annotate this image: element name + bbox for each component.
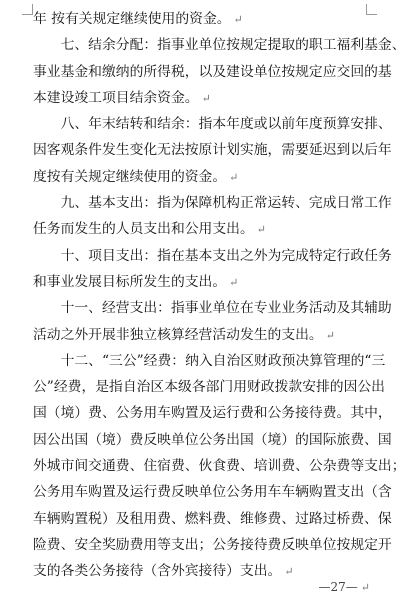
line-text: 事业基金和缴纳的所得税，以及建设单位按规定应交回的基: [33, 63, 392, 80]
paragraph-mark-icon: ↵: [201, 91, 211, 105]
text-line: [33, 32, 406, 58]
line-text: 因客观条件发生变化无法按原计划实施，需要延迟到以后年: [33, 142, 392, 159]
line-text: 十、项目支出：指在基本支出之外为完成特定行政任务: [33, 247, 392, 264]
text-line: [33, 295, 392, 321]
body-text: [33, 6, 406, 585]
line-text: 活动之外开展非独立核算经营活动发生的支出。: [33, 326, 323, 343]
text-line: [33, 85, 368, 111]
paragraph-mark-icon: ↵: [229, 275, 239, 289]
margin-corner-mark: [22, 4, 33, 15]
text-line: [33, 348, 386, 374]
paragraph-mark-icon: ↵: [229, 170, 239, 184]
text-line: [33, 243, 392, 269]
line-text: 任务而发生的人员支出和公用支出。: [33, 221, 254, 238]
line-text: 车辆购置税）及租用费、燃料费、维修费、过路过桥费、保: [33, 510, 392, 527]
line-text: 外城市间交通费、住宿费、伙食费、培训费、公杂费等支出；: [33, 458, 406, 475]
line-text: 九、基本支出：指为保障机构正常运转、完成日常工作: [33, 195, 392, 212]
text-line: [33, 190, 392, 216]
paragraph-mark-icon: ↵: [284, 565, 294, 579]
paragraph-mark-icon: ↵: [360, 581, 370, 594]
line-text: 和事业发展目标所发生的支出。: [33, 273, 227, 290]
text-line: [33, 216, 368, 242]
text-line: [33, 137, 392, 163]
text-line: [33, 532, 392, 558]
text-line: [33, 506, 392, 532]
line-text: 度按有关规定继续使用的资金。: [33, 168, 227, 185]
text-line: [33, 400, 392, 426]
line-text: 支的各类公务接待（含外宾接待）支出。: [33, 563, 282, 580]
text-line: [33, 111, 392, 137]
text-line: [33, 453, 406, 479]
page-number: [319, 580, 371, 594]
paragraph-mark-icon: ↵: [325, 328, 335, 342]
line-text: 因公出国（境）费反映单位公务出国（境）的国际旅费、国: [33, 431, 392, 448]
line-text: 险费、安全奖励费用等支出；公务接待费反映单位按规定开: [33, 536, 392, 553]
page-number-text: —27—: [318, 580, 358, 594]
line-text: 十一、经营支出：指事业单位在专业业务活动及其辅助: [33, 300, 392, 317]
text-line: [33, 269, 368, 295]
line-text: 七、结余分配：指事业单位按规定提取的职工福利基金、: [33, 37, 406, 54]
text-line: [33, 427, 392, 453]
line-text: 八、年末结转和结余：指本年度或以前年度预算安排、: [33, 116, 392, 133]
text-line: [33, 59, 392, 85]
line-text: 公务用车购置及运行费反映单位公务用车车辆购置支出（含: [33, 484, 392, 501]
text-line: [33, 479, 392, 505]
paragraph-mark-icon: ↵: [233, 13, 243, 26]
text-line: [33, 374, 385, 400]
line-text: 本建设竣工项目结余资金。: [33, 89, 199, 106]
line-text: 公”经费，是指自治区本级各部门用财政拨款安排的因公出: [33, 379, 385, 396]
text-line: [33, 164, 368, 190]
paragraph-mark-icon: ↵: [256, 223, 266, 237]
text-line: [33, 322, 368, 348]
line-text: 国（境）费、公务用车购置及运行费和公务接待费。其中，: [33, 405, 392, 422]
line-text: 十二、“三公”经费：纳入自治区财政预决算管理的“三: [33, 352, 386, 369]
line-text: 年 按有关规定继续使用的资金。: [33, 11, 231, 27]
text-line: [33, 6, 368, 32]
